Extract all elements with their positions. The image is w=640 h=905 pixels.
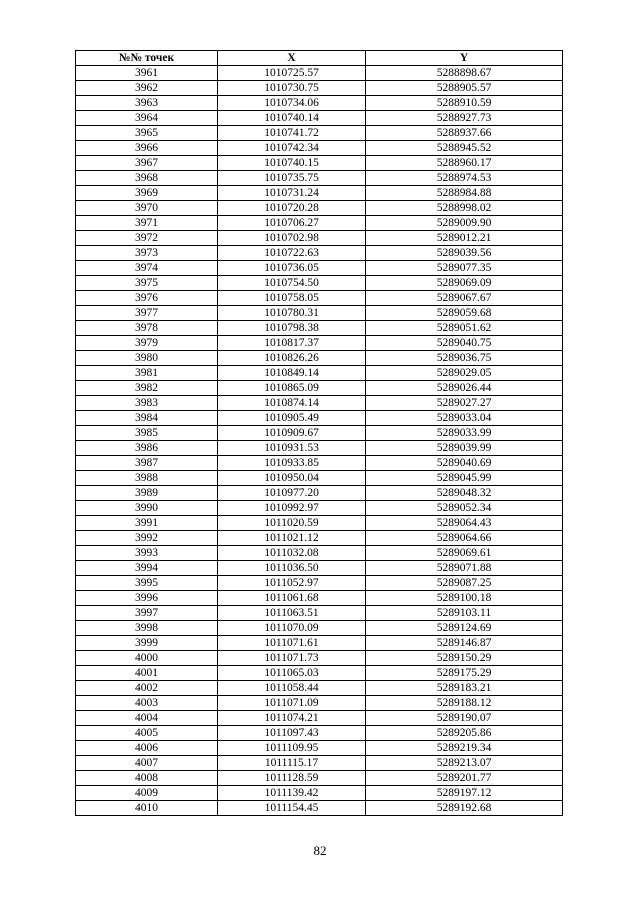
cell-point-number: 3966 bbox=[76, 141, 218, 156]
cell-point-number: 4007 bbox=[76, 756, 218, 771]
cell-y: 5289188.12 bbox=[366, 696, 563, 711]
cell-x: 1011071.09 bbox=[218, 696, 366, 711]
cell-y: 5288945.52 bbox=[366, 141, 563, 156]
cell-y: 5289190.07 bbox=[366, 711, 563, 726]
cell-point-number: 3984 bbox=[76, 411, 218, 426]
cell-y: 5289087.25 bbox=[366, 576, 563, 591]
cell-x: 1011021.12 bbox=[218, 531, 366, 546]
cell-y: 5289071.88 bbox=[366, 561, 563, 576]
cell-x: 1010740.15 bbox=[218, 156, 366, 171]
cell-x: 1011115.17 bbox=[218, 756, 366, 771]
cell-x: 1011109.95 bbox=[218, 741, 366, 756]
cell-y: 5289219.34 bbox=[366, 741, 563, 756]
cell-x: 1010754.50 bbox=[218, 276, 366, 291]
cell-y: 5288974.53 bbox=[366, 171, 563, 186]
cell-point-number: 3974 bbox=[76, 261, 218, 276]
cell-point-number: 3983 bbox=[76, 396, 218, 411]
cell-y: 5288984.88 bbox=[366, 186, 563, 201]
cell-x: 1010740.14 bbox=[218, 111, 366, 126]
cell-x: 1011154.45 bbox=[218, 801, 366, 816]
cell-y: 5289048.32 bbox=[366, 486, 563, 501]
cell-x: 1010931.53 bbox=[218, 441, 366, 456]
cell-point-number: 3998 bbox=[76, 621, 218, 636]
cell-y: 5289197.12 bbox=[366, 786, 563, 801]
table-row bbox=[76, 66, 563, 81]
table-row bbox=[76, 171, 563, 186]
table-row bbox=[76, 486, 563, 501]
table-row bbox=[76, 411, 563, 426]
cell-point-number: 3990 bbox=[76, 501, 218, 516]
table-row bbox=[76, 351, 563, 366]
cell-point-number: 3972 bbox=[76, 231, 218, 246]
cell-x: 1011070.09 bbox=[218, 621, 366, 636]
cell-y: 5289051.62 bbox=[366, 321, 563, 336]
cell-y: 5289033.99 bbox=[366, 426, 563, 441]
cell-y: 5289183.21 bbox=[366, 681, 563, 696]
table-row bbox=[76, 126, 563, 141]
table-row bbox=[76, 306, 563, 321]
cell-x: 1011058.44 bbox=[218, 681, 366, 696]
cell-x: 1011036.50 bbox=[218, 561, 366, 576]
cell-y: 5289100.18 bbox=[366, 591, 563, 606]
cell-y: 5289027.27 bbox=[366, 396, 563, 411]
cell-y: 5289036.75 bbox=[366, 351, 563, 366]
cell-point-number: 3969 bbox=[76, 186, 218, 201]
table-row bbox=[76, 201, 563, 216]
cell-x: 1011032.08 bbox=[218, 546, 366, 561]
cell-point-number: 3971 bbox=[76, 216, 218, 231]
table-row bbox=[76, 711, 563, 726]
table-row bbox=[76, 441, 563, 456]
cell-y: 5289150.29 bbox=[366, 651, 563, 666]
cell-point-number: 4006 bbox=[76, 741, 218, 756]
table-row bbox=[76, 591, 563, 606]
table-row bbox=[76, 546, 563, 561]
cell-point-number: 3989 bbox=[76, 486, 218, 501]
cell-x: 1011063.51 bbox=[218, 606, 366, 621]
cell-x: 1010706.27 bbox=[218, 216, 366, 231]
cell-y: 5289192.68 bbox=[366, 801, 563, 816]
table-row bbox=[76, 111, 563, 126]
cell-point-number: 3997 bbox=[76, 606, 218, 621]
cell-point-number: 3977 bbox=[76, 306, 218, 321]
cell-point-number: 4004 bbox=[76, 711, 218, 726]
cell-point-number: 3991 bbox=[76, 516, 218, 531]
cell-point-number: 3975 bbox=[76, 276, 218, 291]
cell-point-number: 4010 bbox=[76, 801, 218, 816]
table-row bbox=[76, 606, 563, 621]
cell-y: 5289026.44 bbox=[366, 381, 563, 396]
cell-point-number: 3961 bbox=[76, 66, 218, 81]
cell-point-number: 3976 bbox=[76, 291, 218, 306]
table-row bbox=[76, 471, 563, 486]
cell-x: 1010798.38 bbox=[218, 321, 366, 336]
table-row bbox=[76, 336, 563, 351]
cell-y: 5289012.21 bbox=[366, 231, 563, 246]
cell-y: 5288937.66 bbox=[366, 126, 563, 141]
table-row bbox=[76, 261, 563, 276]
cell-x: 1010742.34 bbox=[218, 141, 366, 156]
cell-x: 1010849.14 bbox=[218, 366, 366, 381]
cell-point-number: 3979 bbox=[76, 336, 218, 351]
table-row bbox=[76, 186, 563, 201]
cell-y: 5289040.69 bbox=[366, 456, 563, 471]
cell-x: 1011020.59 bbox=[218, 516, 366, 531]
page-number: 82 bbox=[313, 843, 327, 858]
cell-y: 5288905.57 bbox=[366, 81, 563, 96]
table-row bbox=[76, 291, 563, 306]
cell-point-number: 3987 bbox=[76, 456, 218, 471]
cell-x: 1010865.09 bbox=[218, 381, 366, 396]
cell-y: 5289039.56 bbox=[366, 246, 563, 261]
table-row bbox=[76, 771, 563, 786]
cell-point-number: 4008 bbox=[76, 771, 218, 786]
cell-x: 1010817.37 bbox=[218, 336, 366, 351]
table-row bbox=[76, 696, 563, 711]
cell-x: 1010826.26 bbox=[218, 351, 366, 366]
cell-x: 1011071.61 bbox=[218, 636, 366, 651]
cell-y: 5288927.73 bbox=[366, 111, 563, 126]
cell-x: 1010874.14 bbox=[218, 396, 366, 411]
cell-point-number: 3988 bbox=[76, 471, 218, 486]
cell-point-number: 3981 bbox=[76, 366, 218, 381]
cell-x: 1010722.63 bbox=[218, 246, 366, 261]
cell-x: 1010702.98 bbox=[218, 231, 366, 246]
table-row bbox=[76, 366, 563, 381]
cell-y: 5289077.35 bbox=[366, 261, 563, 276]
table-row bbox=[76, 741, 563, 756]
cell-x: 1011061.68 bbox=[218, 591, 366, 606]
cell-x: 1010730.75 bbox=[218, 81, 366, 96]
cell-point-number: 3994 bbox=[76, 561, 218, 576]
coordinates-table bbox=[75, 50, 563, 816]
table-row bbox=[76, 456, 563, 471]
cell-y: 5289045.99 bbox=[366, 471, 563, 486]
table-row bbox=[76, 426, 563, 441]
cell-y: 5289124.69 bbox=[366, 621, 563, 636]
cell-y: 5289009.90 bbox=[366, 216, 563, 231]
cell-y: 5289201.77 bbox=[366, 771, 563, 786]
cell-y: 5289069.09 bbox=[366, 276, 563, 291]
cell-x: 1011097.43 bbox=[218, 726, 366, 741]
cell-point-number: 3965 bbox=[76, 126, 218, 141]
cell-x: 1010735.75 bbox=[218, 171, 366, 186]
cell-y: 5289059.68 bbox=[366, 306, 563, 321]
table-row bbox=[76, 276, 563, 291]
cell-y: 5288998.02 bbox=[366, 201, 563, 216]
cell-point-number: 3964 bbox=[76, 111, 218, 126]
table-row bbox=[76, 786, 563, 801]
cell-point-number: 3993 bbox=[76, 546, 218, 561]
cell-x: 1011074.21 bbox=[218, 711, 366, 726]
cell-x: 1010905.49 bbox=[218, 411, 366, 426]
header-point-number: №№ точек bbox=[76, 51, 218, 66]
cell-y: 5289040.75 bbox=[366, 336, 563, 351]
cell-y: 5289052.34 bbox=[366, 501, 563, 516]
cell-point-number: 3973 bbox=[76, 246, 218, 261]
cell-y: 5288898.67 bbox=[366, 66, 563, 81]
table-row bbox=[76, 246, 563, 261]
cell-x: 1010950.04 bbox=[218, 471, 366, 486]
cell-point-number: 3968 bbox=[76, 171, 218, 186]
table-row bbox=[76, 96, 563, 111]
table-row bbox=[76, 561, 563, 576]
cell-y: 5288960.17 bbox=[366, 156, 563, 171]
table-row bbox=[76, 156, 563, 171]
cell-point-number: 3967 bbox=[76, 156, 218, 171]
cell-point-number: 3995 bbox=[76, 576, 218, 591]
table-row bbox=[76, 81, 563, 96]
cell-y: 5289029.05 bbox=[366, 366, 563, 381]
table-row bbox=[76, 666, 563, 681]
cell-y: 5289205.86 bbox=[366, 726, 563, 741]
cell-point-number: 3978 bbox=[76, 321, 218, 336]
cell-x: 1010758.05 bbox=[218, 291, 366, 306]
cell-point-number: 4009 bbox=[76, 786, 218, 801]
cell-point-number: 3980 bbox=[76, 351, 218, 366]
cell-point-number: 3996 bbox=[76, 591, 218, 606]
cell-point-number: 3962 bbox=[76, 81, 218, 96]
table-row bbox=[76, 531, 563, 546]
table-row bbox=[76, 501, 563, 516]
cell-point-number: 4003 bbox=[76, 696, 218, 711]
table-row bbox=[76, 516, 563, 531]
cell-x: 1011071.73 bbox=[218, 651, 366, 666]
table-body bbox=[76, 66, 563, 816]
cell-x: 1011052.97 bbox=[218, 576, 366, 591]
table-row bbox=[76, 231, 563, 246]
cell-x: 1010909.67 bbox=[218, 426, 366, 441]
cell-y: 5289039.99 bbox=[366, 441, 563, 456]
header-y: Y bbox=[366, 51, 563, 66]
table-header-row bbox=[76, 51, 563, 66]
cell-y: 5289064.66 bbox=[366, 531, 563, 546]
table-row bbox=[76, 726, 563, 741]
cell-y: 5289103.11 bbox=[366, 606, 563, 621]
cell-point-number: 4002 bbox=[76, 681, 218, 696]
table-row bbox=[76, 681, 563, 696]
cell-y: 5289067.67 bbox=[366, 291, 563, 306]
table-row bbox=[76, 576, 563, 591]
cell-point-number: 3986 bbox=[76, 441, 218, 456]
cell-x: 1010725.57 bbox=[218, 66, 366, 81]
table-row bbox=[76, 141, 563, 156]
cell-y: 5289064.43 bbox=[366, 516, 563, 531]
table-row bbox=[76, 756, 563, 771]
cell-y: 5289069.61 bbox=[366, 546, 563, 561]
cell-x: 1010736.05 bbox=[218, 261, 366, 276]
table-row bbox=[76, 381, 563, 396]
cell-x: 1011128.59 bbox=[218, 771, 366, 786]
cell-point-number: 4001 bbox=[76, 666, 218, 681]
table-row bbox=[76, 216, 563, 231]
cell-x: 1010734.06 bbox=[218, 96, 366, 111]
cell-point-number: 3970 bbox=[76, 201, 218, 216]
cell-point-number: 3992 bbox=[76, 531, 218, 546]
cell-y: 5289175.29 bbox=[366, 666, 563, 681]
table-row bbox=[76, 396, 563, 411]
cell-point-number: 4005 bbox=[76, 726, 218, 741]
table-row bbox=[76, 321, 563, 336]
cell-point-number: 3963 bbox=[76, 96, 218, 111]
cell-x: 1011065.03 bbox=[218, 666, 366, 681]
cell-x: 1010741.72 bbox=[218, 126, 366, 141]
cell-point-number: 3985 bbox=[76, 426, 218, 441]
cell-x: 1010780.31 bbox=[218, 306, 366, 321]
cell-y: 5289146.87 bbox=[366, 636, 563, 651]
table-row bbox=[76, 636, 563, 651]
header-x: X bbox=[218, 51, 366, 66]
cell-x: 1010992.97 bbox=[218, 501, 366, 516]
table-row bbox=[76, 621, 563, 636]
cell-point-number: 4000 bbox=[76, 651, 218, 666]
cell-point-number: 3982 bbox=[76, 381, 218, 396]
cell-x: 1010933.85 bbox=[218, 456, 366, 471]
cell-x: 1011139.42 bbox=[218, 786, 366, 801]
table-row bbox=[76, 651, 563, 666]
cell-x: 1010977.20 bbox=[218, 486, 366, 501]
cell-x: 1010720.28 bbox=[218, 201, 366, 216]
cell-point-number: 3999 bbox=[76, 636, 218, 651]
cell-y: 5289033.04 bbox=[366, 411, 563, 426]
cell-y: 5288910.59 bbox=[366, 96, 563, 111]
cell-x: 1010731.24 bbox=[218, 186, 366, 201]
cell-y: 5289213.07 bbox=[366, 756, 563, 771]
table-row bbox=[76, 801, 563, 816]
